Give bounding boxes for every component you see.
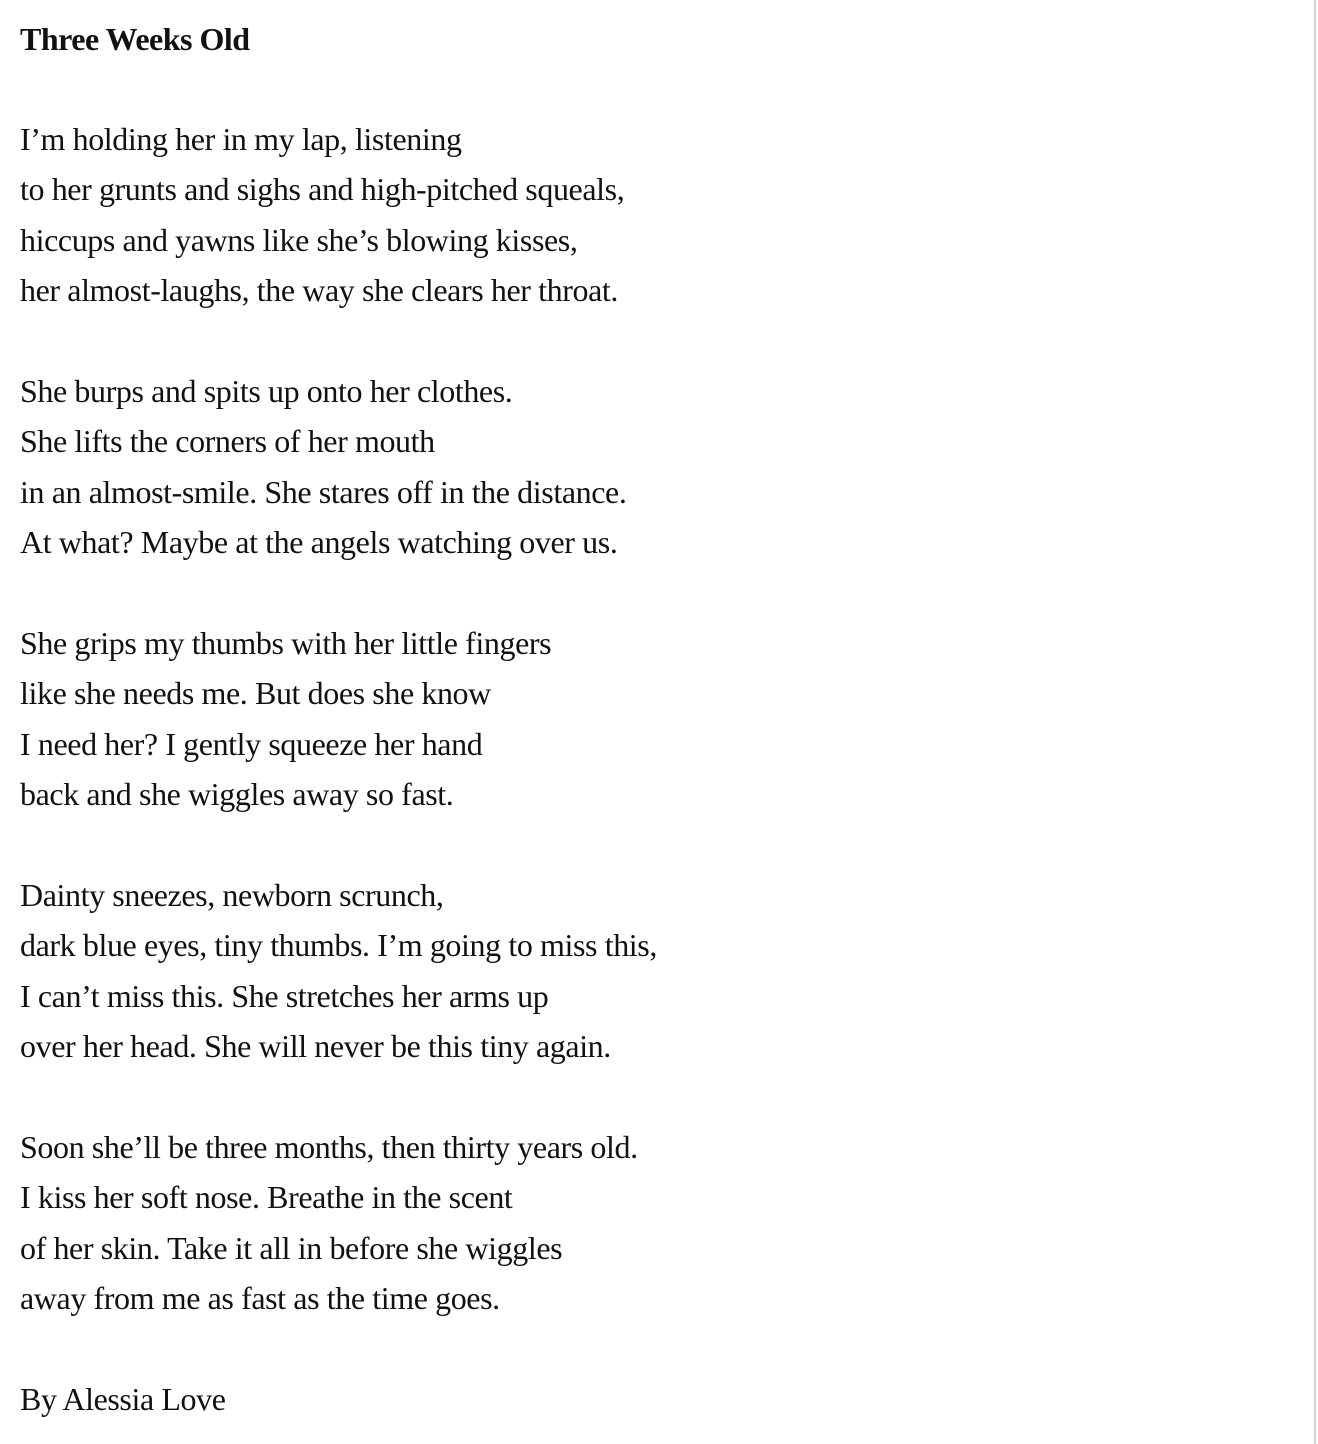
poem-line: her almost-laughs, the way she clears her throat. — [20, 272, 618, 309]
poem-line: Soon she’ll be three months, then thirty years old. — [20, 1128, 638, 1165]
poem-line: over her head. She will never be this tiny again. — [20, 1028, 611, 1065]
poem-line: She burps and spits up onto her clothes. — [20, 372, 513, 409]
poem-line: in an almost-smile. She stares off in the distance. — [20, 473, 627, 510]
poem-line: away from me as fast as the time goes. — [20, 1279, 500, 1316]
poem-line: of her skin. Take it all in before she wiggles — [20, 1229, 563, 1266]
poem-title: Three Weeks Old — [20, 21, 250, 57]
poem-line: I can’t miss this. She stretches her arms up — [20, 977, 549, 1014]
poem-line: to her grunts and sighs and high-pitched squeals, — [20, 171, 625, 208]
poem-line: She lifts the corners of her mouth — [20, 423, 435, 460]
stanza-3 — [20, 618, 1220, 820]
poem-line: Dainty sneezes, newborn scrunch, — [20, 876, 444, 913]
poem-body — [20, 114, 1220, 1424]
poem-line: At what? Maybe at the angels watching over us. — [20, 524, 618, 561]
poem-line: like she needs me. But does she know — [20, 675, 491, 712]
poem-line: She grips my thumbs with her little fingers — [20, 624, 552, 661]
stanza-1 — [20, 114, 1220, 316]
stanza-5 — [20, 1122, 1220, 1324]
author-byline: By Alessia Love — [20, 1380, 226, 1417]
poem-line: I need her? I gently squeeze her hand — [20, 725, 483, 762]
poem-line: I’m holding her in my lap, listening — [20, 121, 462, 157]
stanza-4 — [20, 870, 1220, 1072]
stanza-2 — [20, 366, 1220, 568]
poem-line: dark blue eyes, tiny thumbs. I’m going to miss this, — [20, 927, 657, 964]
poem-line: hiccups and yawns like she’s blowing kisses, — [20, 221, 578, 258]
poem-line: I kiss her soft nose. Breathe in the scent — [20, 1179, 513, 1216]
poem-line: back and she wiggles away so fast. — [20, 776, 454, 813]
